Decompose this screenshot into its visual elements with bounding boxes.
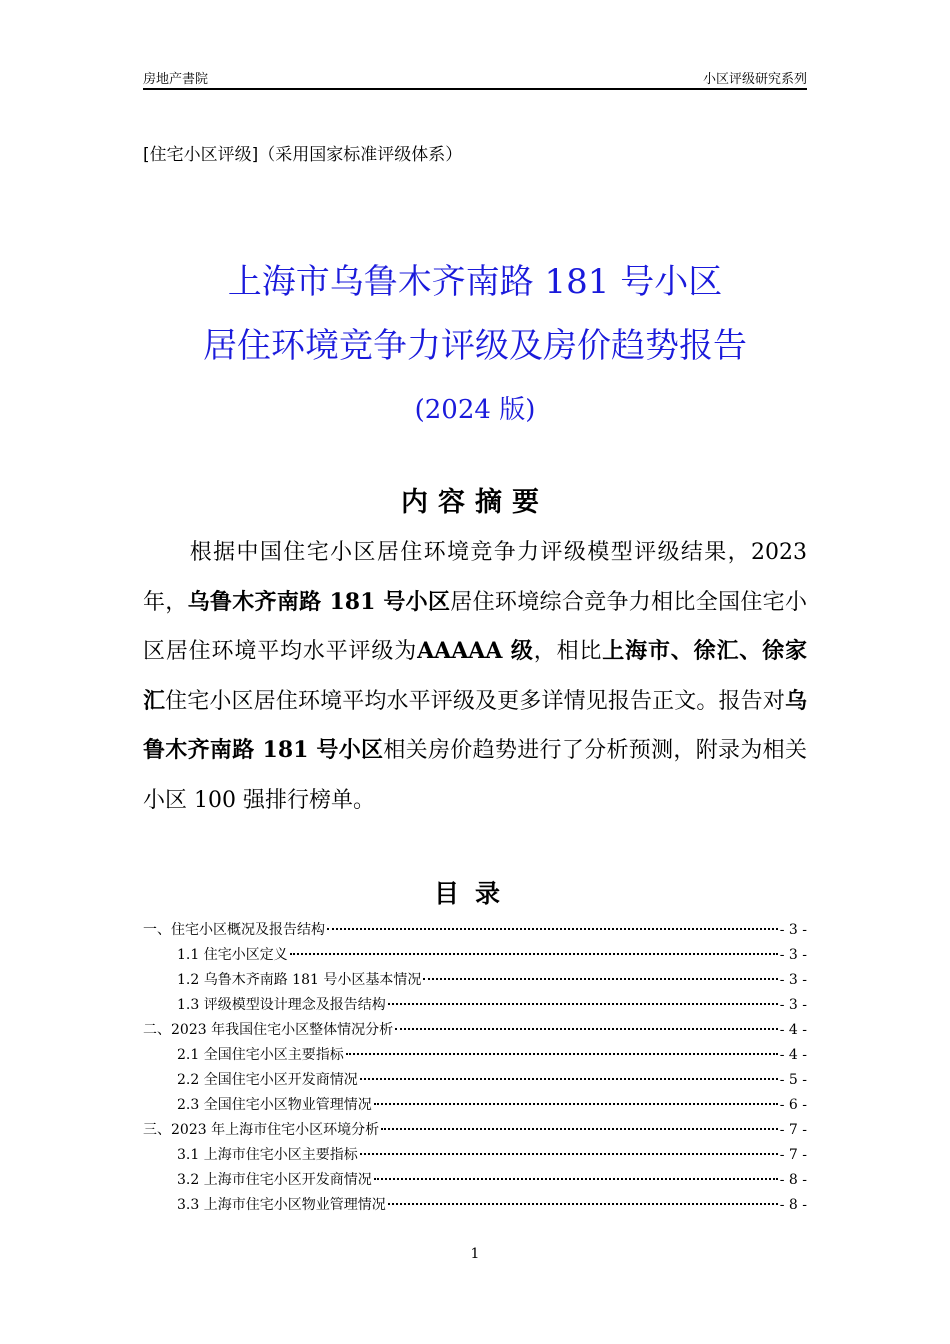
toc-entry-page: - 4 -: [779, 1047, 807, 1063]
toc-entry-label[interactable]: 1.1 住宅小区定义: [177, 947, 288, 963]
toc-entry-label[interactable]: 三、2023 年上海市住宅小区环境分析: [143, 1122, 380, 1138]
abstract-text: 住宅小区居住环境平均水平评级及更多详情见报告正文。报告对: [165, 688, 785, 714]
toc-entry[interactable]: [143, 1093, 807, 1118]
toc-leader-dots: [374, 1178, 778, 1180]
toc-entry[interactable]: [143, 1018, 807, 1043]
abstract-text: 相关房价趋势进行了分析预测，附录为相关小区 100 强排行榜单。: [143, 738, 807, 813]
toc-leader-dots: [327, 928, 778, 930]
toc-entry-label[interactable]: 2.2 全国住宅小区开发商情况: [177, 1072, 358, 1088]
toc-leader-dots: [290, 953, 778, 955]
toc-entry[interactable]: [143, 1118, 807, 1143]
table-of-contents: [143, 918, 807, 1218]
abstract-regions: 上海市、徐汇、徐家汇: [143, 638, 807, 714]
title-line-1: 上海市乌鲁木齐南路 181 号小区: [227, 262, 723, 302]
toc-entry-label[interactable]: 二、2023 年我国住宅小区整体情况分析: [143, 1022, 394, 1038]
toc-entry-page: - 3 -: [779, 922, 807, 938]
toc-entry[interactable]: [143, 918, 807, 943]
toc-entry[interactable]: [143, 1043, 807, 1068]
toc-entry-page: - 7 -: [779, 1122, 807, 1138]
abstract-community-name: 乌鲁木齐南路 181 号小区: [187, 588, 451, 615]
edition-label: (2024 版): [414, 395, 536, 425]
toc-entry[interactable]: [143, 1168, 807, 1193]
abstract-text: 居住环境综合竞争力相比全国住宅小区居住环境平均水平评级为: [143, 589, 807, 664]
toc-entry-label[interactable]: 3.1 上海市住宅小区主要指标: [177, 1147, 358, 1163]
toc-entry[interactable]: [143, 968, 807, 993]
toc-entry-page: - 5 -: [779, 1072, 807, 1088]
page-number: 1: [470, 1246, 480, 1262]
toc-entry-page: - 3 -: [779, 972, 807, 988]
toc-entry[interactable]: [143, 943, 807, 968]
toc-leader-dots: [360, 1153, 778, 1155]
toc-entry-label[interactable]: 1.2 乌鲁木齐南路 181 号小区基本情况: [177, 972, 422, 988]
toc-leader-dots: [388, 1203, 778, 1205]
toc-leader-dots: [388, 1003, 778, 1005]
toc-leader-dots: [423, 978, 777, 980]
toc-leader-dots: [381, 1128, 778, 1130]
toc-entry[interactable]: [143, 1068, 807, 1093]
abstract-text: ，相比: [533, 639, 603, 664]
toc-entry-label[interactable]: 3.2 上海市住宅小区开发商情况: [177, 1172, 372, 1188]
toc-leader-dots: [395, 1028, 778, 1030]
abstract-rating: AAAAA 级: [417, 638, 534, 664]
toc-entry-label[interactable]: 2.1 全国住宅小区主要指标: [177, 1047, 344, 1063]
toc-entry-label[interactable]: 3.3 上海市住宅小区物业管理情况: [177, 1197, 386, 1213]
toc-entry-page: - 6 -: [779, 1097, 807, 1113]
toc-entry-page: - 8 -: [779, 1197, 807, 1213]
page-header: [143, 66, 807, 90]
toc-entry-page: - 3 -: [779, 997, 807, 1013]
toc-entry[interactable]: [143, 1143, 807, 1168]
series-name: 小区评级研究系列: [702, 72, 807, 87]
toc-entry[interactable]: [143, 993, 807, 1018]
toc-leader-dots: [360, 1078, 778, 1080]
title-line-2: 居住环境竞争力评级及房价趋势报告: [203, 326, 747, 366]
toc-heading: 目录: [433, 879, 516, 908]
abstract-paragraph: [143, 528, 807, 825]
toc-leader-dots: [374, 1103, 778, 1105]
report-title: [0, 250, 950, 442]
toc-entry-label[interactable]: 2.3 全国住宅小区物业管理情况: [177, 1097, 372, 1113]
toc-entry[interactable]: [143, 1193, 807, 1218]
toc-entry-page: - 7 -: [779, 1147, 807, 1163]
toc-entry-page: - 3 -: [779, 947, 807, 963]
toc-leader-dots: [346, 1053, 778, 1055]
abstract-community-name: 乌鲁木齐南路 181 号小区: [143, 687, 807, 763]
toc-entry-label[interactable]: 1.3 评级模型设计理念及报告结构: [177, 997, 386, 1013]
report-category: [住宅小区评级]（采用国家标准评级体系）: [143, 145, 463, 165]
abstract-text: 根据中国住宅小区居住环境竞争力评级模型评级结果，2023 年，: [143, 540, 807, 615]
toc-entry-page: - 4 -: [779, 1022, 807, 1038]
toc-entry-label[interactable]: 一、住宅小区概况及报告结构: [143, 922, 325, 938]
abstract-heading: 内容摘要: [401, 487, 549, 518]
toc-entry-page: - 8 -: [779, 1172, 807, 1188]
publisher-name: 房地产書院: [143, 72, 209, 87]
